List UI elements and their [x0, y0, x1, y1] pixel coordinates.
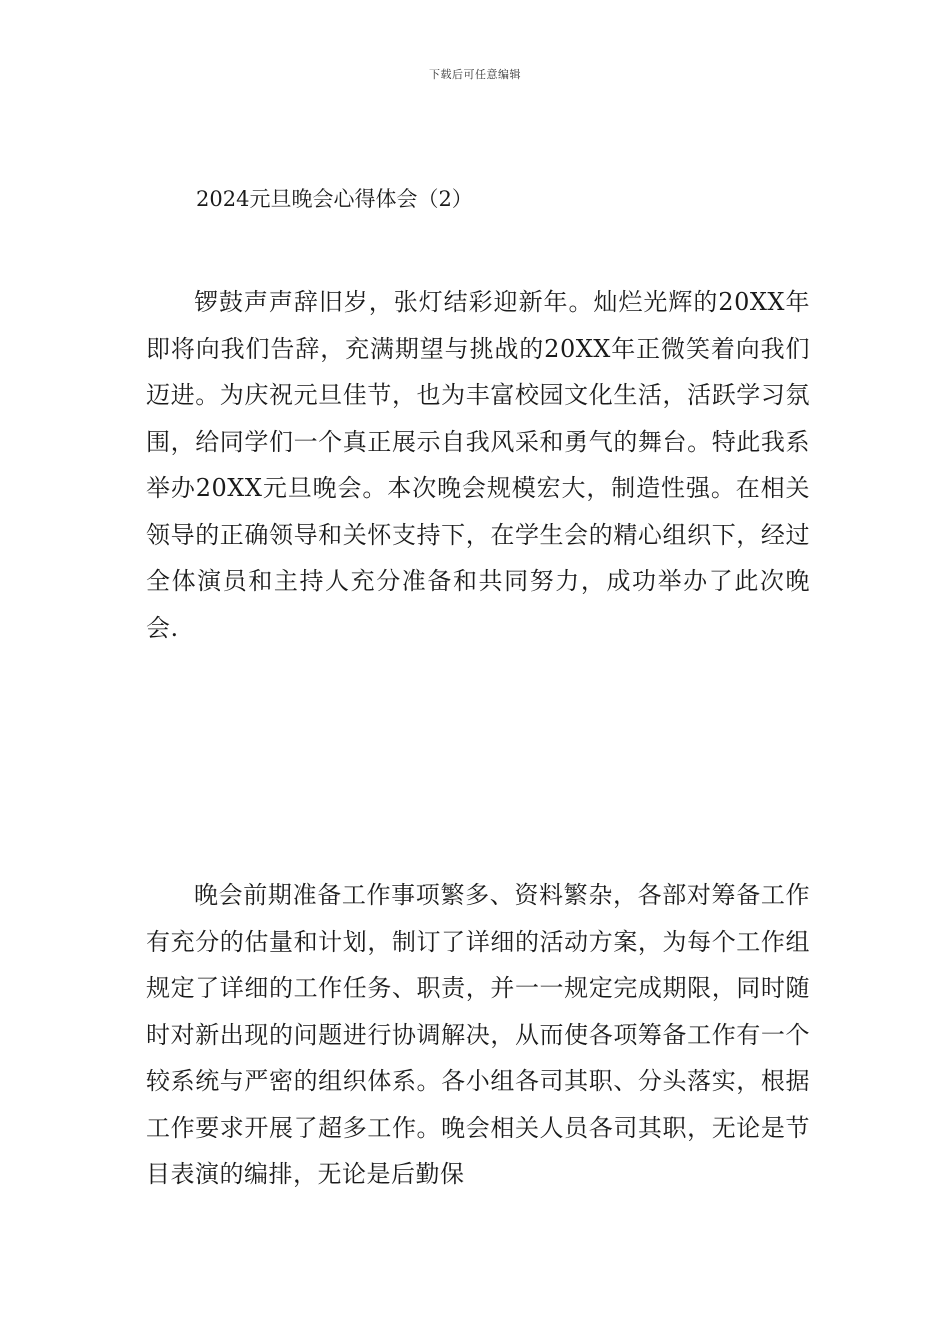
header-note: 下载后可任意编辑 — [429, 68, 521, 81]
paragraph-intro: 锣鼓声声辞旧岁，张灯结彩迎新年。灿烂光辉的20XX年即将向我们告辞，充满期望与挑战的20XX年正微笑着向我们迈进。为庆祝元旦佳节，也为丰富校园文化生活，活跃学习氛围，给同学们一个真正展示自我风采和勇气的舞台。特此我系举办20XX元旦晚会。本次晚会规模宏大，制造性强。在相关领导的正确领导和关怀支持下，在学生会的精心组织下，经过全体演员和主持人充分准备和共同努力，成功举办了此次晚会. — [146, 288, 810, 642]
document-title: 2024元旦晚会心得体会（2） — [196, 187, 473, 211]
paragraph-preparation: 晚会前期准备工作事项繁多、资料繁杂，各部对筹备工作有充分的估量和计划，制订了详细的活动方案，为每个工作组规定了详细的工作任务、职责，并一一规定完成期限，同时随时对新出现的问题进行协调解决，从而使各项筹备工作有一个较系统与严密的组织体系。各小组各司其职、分头落实，根据工作要求开展了超多工作。晚会相关人员各司其职，无论是节目表演的编排，无论是后勤保 — [146, 881, 810, 1188]
